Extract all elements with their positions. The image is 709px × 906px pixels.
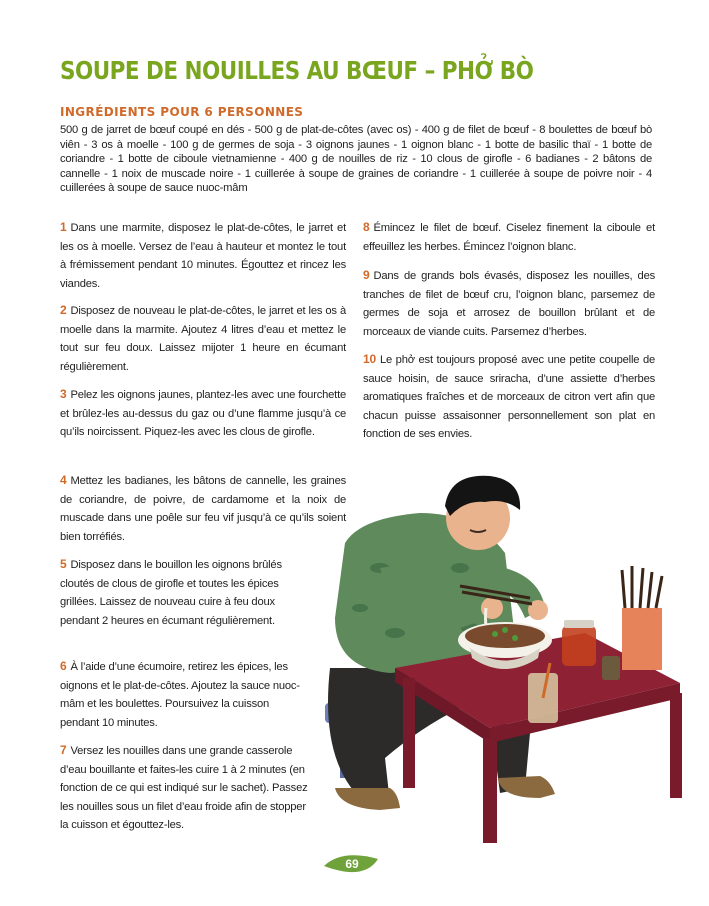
herb (492, 631, 498, 637)
table-leg (403, 678, 415, 788)
shoe (498, 776, 555, 798)
step-text: Dans une marmite, disposez le plat-de-côtes, le jarret et les os à moelle. Versez de l’eau à hauteur et montez le tout à frémissement pendant 10 minutes. Égouttez et rincez les viandes. (60, 222, 346, 290)
pho-illustration (300, 458, 700, 858)
step-2 (60, 301, 346, 376)
step-number: 10 (363, 352, 376, 366)
step-5 (60, 555, 310, 630)
step-1 (60, 218, 346, 293)
table-leg (483, 738, 497, 843)
jar-lid (564, 620, 594, 628)
step-text: Pelez les oignons jaunes, plantez-les avec une fourchette et brûlez-les au-dessus du gaz ou d’une flamme jusqu’à ce qu’ils noircissent. Piquez-les avec les clous de girofle. (60, 389, 346, 439)
step-10 (363, 350, 655, 444)
ingredients-list: 500 g de jarret de bœuf coupé en dés - 500 g de plat-de-côtes (avec os) - 400 g de filet de bœuf - 8 boulettes de bœuf bò viên - 3 os à moelle - 100 g de germes de soja - 3 oignons jaunes - 1 oignon blanc - 1 botte de basilic thaï - 1 botte de coriandre - 1 botte de ciboule vietnamienne - 400 g de nouilles de riz - 10 clous de girofle - 6 badianes - 2 bâtons de cannelle - 1 noix de muscade noire - 1 cuillerée à soupe de graines de coriandre - 1 cuillerée à soupe de poivre noir - 4 cuillerées à soupe de sauce nuoc-mâm (60, 124, 652, 195)
step-8 (363, 218, 655, 256)
step-number: 6 (60, 659, 67, 673)
step-6 (60, 657, 310, 732)
step-number: 3 (60, 387, 67, 401)
sauce-jar (562, 626, 596, 666)
step-7 (60, 741, 310, 835)
step-number: 7 (60, 743, 67, 757)
ingredients-heading: INGRÉDIENTS POUR 6 PERSONNES (60, 105, 304, 119)
chopstick-holder (622, 608, 662, 670)
small-cup (602, 656, 620, 680)
step-text: À l’aide d’une écumoire, retirez les épices, les oignons et le plat-de-côtes. Ajoutez la sauce nuoc-mâm et les boulettes. Poursuivez la cuisson pendant 10 minutes. (60, 661, 300, 729)
table-leg (670, 693, 682, 798)
step-9 (363, 266, 655, 341)
step-text: Disposez de nouveau le plat-de-côtes, le jarret et les os à moelle dans la marmite. Ajoutez 4 litres d’eau et mettez le tout sur feu doux. Laissez mijoter 1 heure en écumant régulièrement. (60, 305, 346, 373)
step-number: 5 (60, 557, 67, 571)
shoe (335, 788, 400, 810)
step-number: 4 (60, 473, 67, 487)
step-text: Disposez dans le bouillon les oignons brûlés cloutés de clous de girofle et toutes les épices grillées. Laissez de nouveau cuire à feu doux pendant 2 heures en écumant régulièrement. (60, 559, 282, 627)
step-number: 1 (60, 220, 67, 234)
herb (512, 635, 518, 641)
step-text: Versez les nouilles dans une grande casserole d’eau bouillante et faites-les cuire 1 à 2 minutes (en fonction de ce qui est indiqué sur le sachet). Passez les nouilles sous un filet d’eau froide afin de stopper la cuisson et égouttez-les. (60, 745, 308, 832)
step-text: Dans de grands bols évasés, disposez les nouilles, des tranches de filet de bœuf cru, l’oignon blanc, parsemez de germes de soja et arrosez de bouillon brûlant et de morceaux de viande cuits. Parsemez d’herbes. (363, 270, 655, 338)
step-number: 8 (363, 220, 370, 234)
herb (502, 627, 508, 633)
step-3 (60, 385, 346, 442)
recipe-title: SOUPE DE NOUILLES AU BŒUF – PHỞ BÒ (60, 56, 534, 85)
step-text: Émincez le filet de bœuf. Ciselez finement la ciboule et effeuillez les herbes. Émincez l’oignon blanc. (363, 222, 655, 253)
step-text: Mettez les badianes, les bâtons de cannelle, les graines de coriandre, de poivre, de cardamome et la noix de muscade dans une poêle sur feu vif jusqu’à ce qu’ils soient bien torréfiés. (60, 475, 346, 543)
step-number: 2 (60, 303, 67, 317)
page-number: 69 (345, 857, 359, 871)
step-text: Le phở est toujours proposé avec une petite coupelle de sauce hoisin, de sauce sriracha, d’une assiette d’herbes aromatiques fraîches et de morceaux de citron vert afin que chacun puisse assaisonner personnellement son plat en fonction de ses envies. (363, 354, 655, 441)
page-number-badge (322, 851, 382, 881)
chopsticks-in-holder (622, 566, 662, 608)
step-number: 9 (363, 268, 370, 282)
